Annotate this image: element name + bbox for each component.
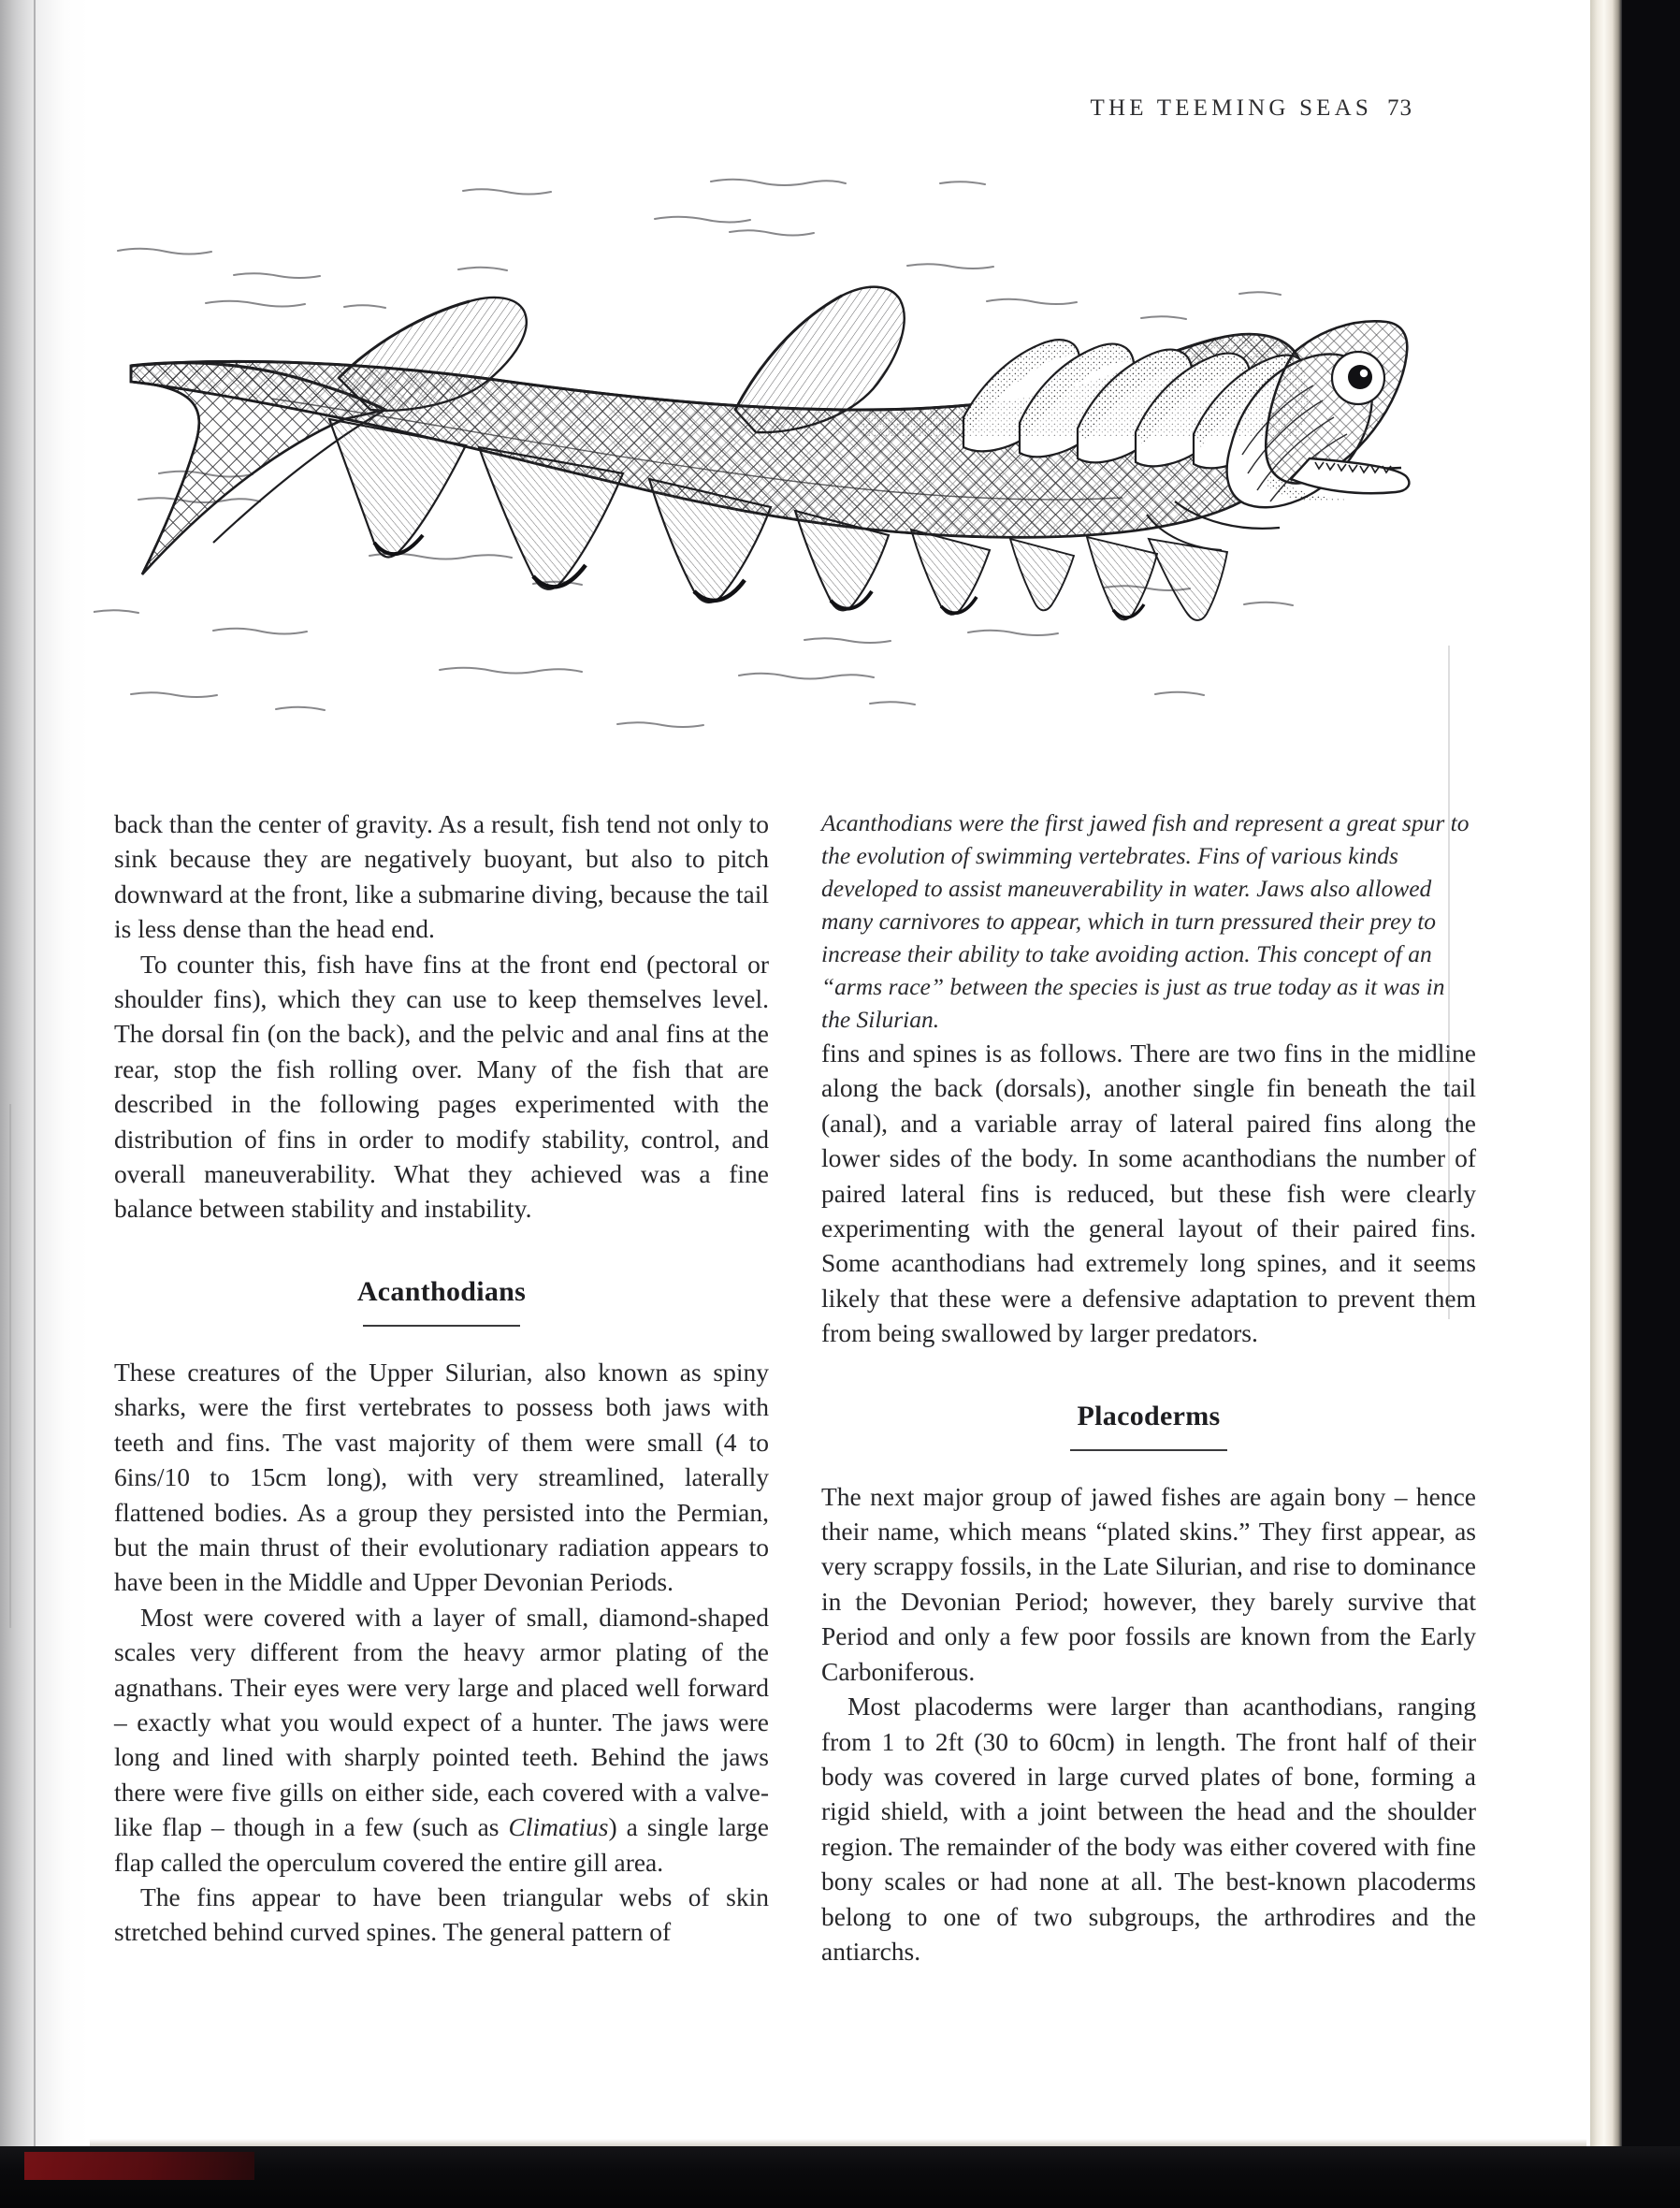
- binding-gutter-line: [34, 0, 36, 2157]
- paragraph: The next major group of jawed fishes are again bony – hence their name, which means “plated skins.” They first appear, as very scrappy fossils, in the Late Silurian, and rise to dominance in the Devonian Period; however, they barely survive that Period and only a few poor fossils are known from the Early Carboniferous.: [821, 1481, 1476, 1686]
- red-marker-patch: [24, 2152, 254, 2180]
- paragraph: The fins appear to have been triangular webs of skin stretched behind curved spines. The general pattern of: [114, 1881, 769, 1947]
- paragraph-with-italic-term: [114, 1600, 769, 1880]
- running-head-title: THE TEEMING SEAS: [1090, 95, 1372, 121]
- text-column-right: [821, 806, 1476, 1968]
- page-content: [90, 0, 1502, 2157]
- taxon-name-climatius: Climatius: [508, 1812, 609, 1842]
- section-heading-placoderms: [821, 1400, 1476, 1451]
- acanthodian-illustration: [94, 165, 1422, 754]
- text-column-left: [114, 806, 769, 1950]
- page-crease-right: [1448, 646, 1450, 1319]
- paragraph: fins and spines is as follows. There are two fins in the midline along the back (dorsals), another single fin beneath the tail (anal), and a variable array of lateral paired fins along the lower sides of the body. In some acanthodians the number of paired lateral fins is reduced, but these fish were clearly experimenting with the general layout of their paired fins. Some acanthodians had extremely long spines, and it seems likely that these were a defensive adaptation to prevent them from being swallowed by larger predators.: [821, 1039, 1476, 1348]
- heading-rule: [1070, 1449, 1227, 1451]
- eye-pupil: [1348, 365, 1372, 389]
- section-heading-acanthodians: [114, 1275, 769, 1327]
- running-head: [1091, 95, 1412, 122]
- paragraph: These creatures of the Upper Silurian, also known as spiny sharks, were the first vertebrates to possess both jaws with teeth and fins. The vast majority of them were small (4 to 6ins/10 to 15cm long), with very streamlined, laterally flattened bodies. As a group they persisted into the Permian, but the main thrust of their evolutionary radiation appears to have been in the Middle and Upper Devonian Periods.: [114, 1357, 769, 1597]
- eye-highlight: [1360, 370, 1368, 377]
- paragraph-part-before: Most were covered with a layer of small, diamond-shaped scales very different from the heavy armor plating of the agnathans. Their eyes were very large and placed well forward – exactly what you would expect of a hunter. The jaws were long and lined with sharply pointed teeth. Behind the jaws there were five gills on either side, each covered with a valve-like flap – though in a few (such as: [114, 1602, 769, 1842]
- pectoral-fin: [1149, 539, 1227, 620]
- paragraph: Most placoderms were larger than acanthodians, ranging from 1 to 2ft (30 to 60cm) in length. The front half of their body was covered in large curved plates of bone, forming a rigid shield, with a joint between the head and the shoulder region. The remainder of the body was either covered with fine bony scales or had none at all. The best-known placoderms belong to one of two subgroups, the arthrodires and the antiarchs.: [821, 1692, 1476, 1966]
- paragraph-part-after: ) a single large flap called the operculum covered the entire gill area.: [114, 1812, 769, 1877]
- paragraph: back than the center of gravity. As a result, fish tend not only to sink because they are negatively buoyant, but also to pitch downward at the front, like a submarine diving, because the tail is less dense than the head end.: [114, 809, 769, 944]
- heading-text: Acanthodians: [356, 1275, 527, 1307]
- binding-gutter-shadow: [0, 0, 90, 2157]
- page-crease-left: [9, 1104, 11, 1628]
- page-edge-stack: [1585, 0, 1622, 2208]
- page-bottom-lip: [90, 2139, 1586, 2146]
- paragraph: To counter this, fish have fins at the front end (pectoral or shoulder fins), which they can use to keep themselves level. The dorsal fin (on the back), and the pelvic and anal fins at the rear, stop the fish rolling over. Many of the fish that are described in the following pages experimented with the distribution of fins in order to modify stability, control, and overall maneuverability. What they achieved was a fine balance between stability and instability.: [114, 949, 769, 1224]
- page-folio: 73: [1387, 95, 1412, 121]
- heading-text: Placoderms: [1077, 1400, 1221, 1431]
- acanthodian-line-drawing: [94, 165, 1422, 754]
- illustration-caption: Acanthodians were the first jawed fish and represent a great spur to the evolution of swimming vertebrates. Fins of various kinds developed to assist maneuverability in water. Jaws also allowed many carnivores to appear, which in turn pressured their prey to increase their ability to take avoiding action. This concept of an “arms race” between the species is just as true today as it was in the Silurian.: [821, 809, 1470, 1033]
- heading-rule: [363, 1325, 520, 1327]
